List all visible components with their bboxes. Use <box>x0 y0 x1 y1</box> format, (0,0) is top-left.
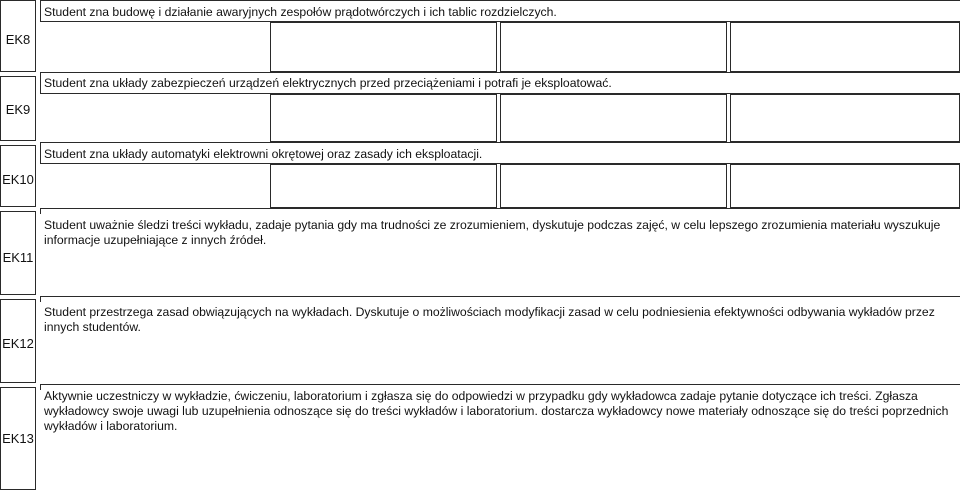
row-code: EK12 <box>2 336 34 351</box>
row-description: Student uważnie śledzi treści wykładu, zadaje pytania gdy ma trudności ze zrozumieniem, dyskutuje podczas zajęć, w celu lepszego zrozumienia materiału wyszukuje informacje uzupełniające z innych źródeł. <box>44 218 941 247</box>
grade-cell <box>730 164 960 208</box>
grade-cell <box>270 94 497 142</box>
row-code-cell <box>0 211 36 295</box>
grade-cell <box>730 94 960 142</box>
row-description: Student zna budowę i działanie awaryjnych zespołów prądotwórczych i ich tablic rozdzielczych. <box>44 5 557 19</box>
row-code: EK8 <box>5 32 31 47</box>
row-code-cell <box>0 387 36 490</box>
row-code: EK13 <box>2 431 34 446</box>
grade-cell <box>730 22 960 72</box>
row-code: EK9 <box>5 102 31 117</box>
row-code-cell <box>0 145 36 207</box>
row-header-cell <box>40 208 960 214</box>
grade-cell <box>270 22 497 72</box>
row-description: Student zna układy automatyki elektrowni okrętowej oraz zasady ich eksploatacji. <box>44 147 483 161</box>
row-code-cell <box>0 299 36 383</box>
row-header-cell <box>40 296 960 302</box>
row-code-cell <box>0 0 36 72</box>
grade-cell <box>500 94 727 142</box>
row-code: EK11 <box>2 250 34 265</box>
row-description: Student przestrzega zasad obwiązujących na wykładach. Dyskutuje o możliwościach modyfikacji zasad w celu podniesienia efektywności odbywania wykładów przez innych studentów. <box>44 305 935 334</box>
grade-cell <box>500 22 727 72</box>
grade-cell <box>500 164 727 208</box>
grade-cell <box>270 164 497 208</box>
row-code-cell <box>0 76 36 141</box>
row-code: EK10 <box>2 172 34 187</box>
row-description: Student zna układy zabezpieczeń urządzeń elektrycznych przed przeciążeniami i potrafi je eksploatować. <box>44 76 612 90</box>
row-description: Aktywnie uczestniczy w wykładzie, ćwiczeniu, laboratorium i zgłasza się do odpowiedzi w przypadku gdy wykładowca zadaje pytanie dotyczące ich treści. Zgłasza wykładowcy swoje uwagi lub uzupełnienia odnoszące się do treści wykładów i laboratorium. dostarcza wykładowcy nowe materiały odnoszące się do treści poprzednich wykładów i laboratorium. <box>44 389 949 433</box>
